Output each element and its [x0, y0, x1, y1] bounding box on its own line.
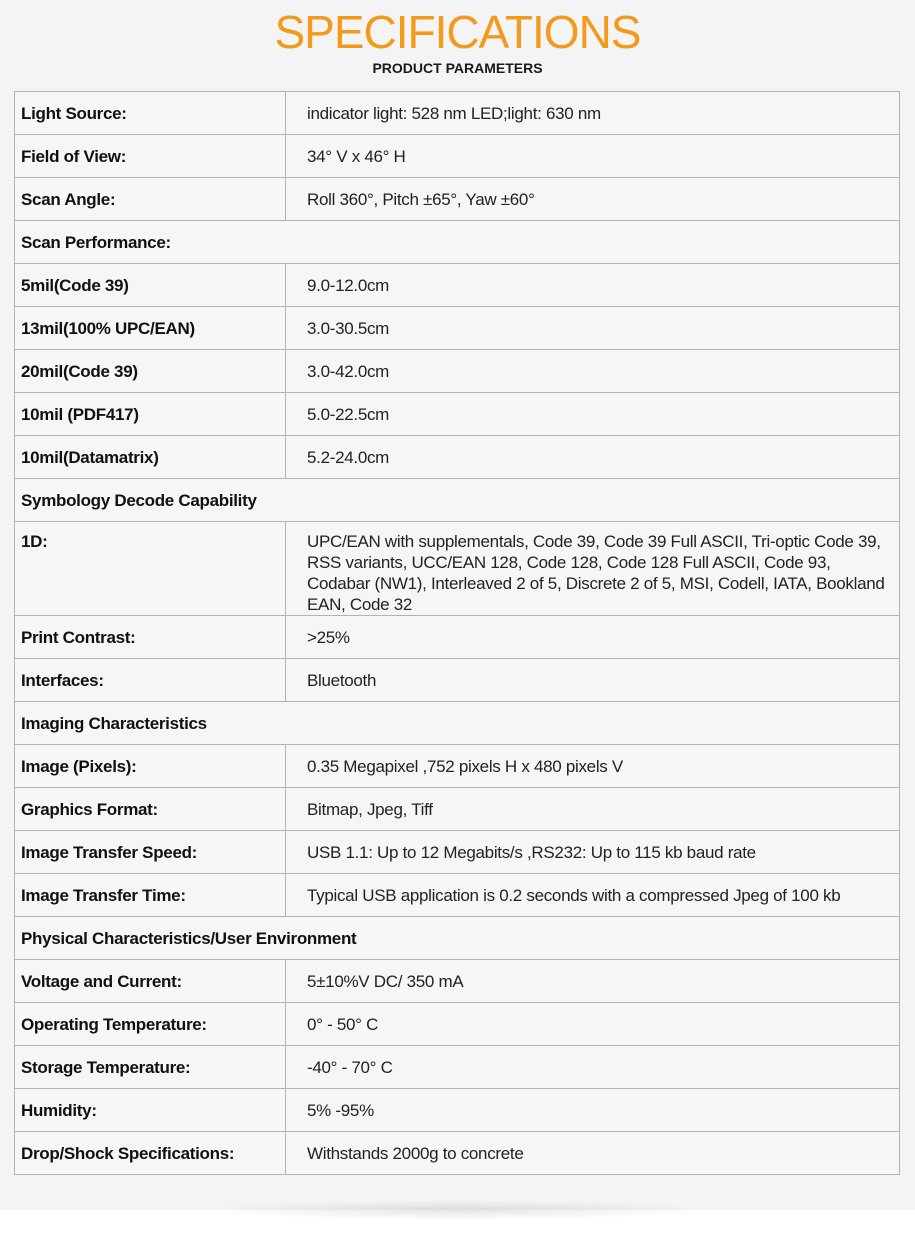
spec-label: Operating Temperature: [15, 1003, 286, 1046]
section-heading: Symbology Decode Capability [15, 479, 900, 522]
table-row [15, 831, 900, 874]
table-row [15, 1132, 900, 1175]
table-row [15, 436, 900, 479]
table-row [15, 659, 900, 702]
table-row [15, 264, 900, 307]
spec-label: Light Source: [15, 92, 286, 135]
spec-value: 3.0-30.5cm [286, 307, 900, 350]
spec-value: 0° - 50° C [286, 1003, 900, 1046]
spec-value: 5±10%V DC/ 350 mA [286, 960, 900, 1003]
spec-label: Interfaces: [15, 659, 286, 702]
spec-value: USB 1.1: Up to 12 Megabits/s ,RS232: Up to 115 kb baud rate [286, 831, 900, 874]
section-row [15, 221, 900, 264]
table-row [15, 393, 900, 436]
bottom-shadow [200, 1200, 715, 1220]
spec-label: Print Contrast: [15, 616, 286, 659]
table-row [15, 92, 900, 135]
section-heading: Physical Characteristics/User Environment [15, 917, 900, 960]
spec-value: indicator light: 528 nm LED;light: 630 nm [286, 92, 900, 135]
spec-value: Bitmap, Jpeg, Tiff [286, 788, 900, 831]
spec-table [14, 91, 900, 1175]
spec-label: Image (Pixels): [15, 745, 286, 788]
table-row [15, 788, 900, 831]
spec-value: Typical USB application is 0.2 seconds with a compressed Jpeg of 100 kb [286, 874, 900, 917]
spec-value: Withstands 2000g to concrete [286, 1132, 900, 1175]
spec-value: 5.2-24.0cm [286, 436, 900, 479]
spec-value: >25% [286, 616, 900, 659]
spec-label: 10mil(Datamatrix) [15, 436, 286, 479]
spec-label: 13mil(100% UPC/EAN) [15, 307, 286, 350]
spec-label: Image Transfer Time: [15, 874, 286, 917]
table-row [15, 745, 900, 788]
spec-label: 20mil(Code 39) [15, 350, 286, 393]
table-row [15, 960, 900, 1003]
spec-value: 9.0-12.0cm [286, 264, 900, 307]
spec-value: -40° - 70° C [286, 1046, 900, 1089]
spec-label: Field of View: [15, 135, 286, 178]
section-row [15, 479, 900, 522]
spec-value: 34° V x 46° H [286, 135, 900, 178]
page-subtitle: PRODUCT PARAMETERS [372, 60, 543, 76]
table-row [15, 1003, 900, 1046]
spec-label: Image Transfer Speed: [15, 831, 286, 874]
table-row [15, 1089, 900, 1132]
spec-label: Drop/Shock Specifications: [15, 1132, 286, 1175]
page-title: SPECIFICATIONS [274, 6, 641, 58]
spec-label: Humidity: [15, 1089, 286, 1132]
spec-label: Scan Angle: [15, 178, 286, 221]
spec-value: Bluetooth [286, 659, 900, 702]
spec-label: Voltage and Current: [15, 960, 286, 1003]
spec-label: 5mil(Code 39) [15, 264, 286, 307]
spec-value: 5.0-22.5cm [286, 393, 900, 436]
section-heading: Scan Performance: [15, 221, 900, 264]
spec-value: UPC/EAN with supplementals, Code 39, Code 39 Full ASCII, Tri-optic Code 39, RSS variants, UCC/EAN 128, Code 128, Code 128 Full ASCII, Code 93, Codabar (NW1), Interleaved 2 of 5, Discrete 2 of 5, MSI, Codell, IATA, Bookland EAN, Code 32 [286, 522, 900, 616]
spec-label: Storage Temperature: [15, 1046, 286, 1089]
spec-value: Roll 360°, Pitch ±65°, Yaw ±60° [286, 178, 900, 221]
table-row [15, 616, 900, 659]
table-row [15, 350, 900, 393]
section-row [15, 702, 900, 745]
table-row [15, 135, 900, 178]
table-row [15, 1046, 900, 1089]
spec-table-body [15, 92, 900, 1175]
table-row [15, 522, 900, 616]
spec-label: 10mil (PDF417) [15, 393, 286, 436]
spec-value: 5% -95% [286, 1089, 900, 1132]
table-row [15, 307, 900, 350]
table-row [15, 178, 900, 221]
table-row [15, 874, 900, 917]
spec-label: 1D: [15, 522, 286, 616]
section-row [15, 917, 900, 960]
spec-value: 0.35 Megapixel ,752 pixels H x 480 pixels V [286, 745, 900, 788]
spec-value: 3.0-42.0cm [286, 350, 900, 393]
spec-label: Graphics Format: [15, 788, 286, 831]
section-heading: Imaging Characteristics [15, 702, 900, 745]
